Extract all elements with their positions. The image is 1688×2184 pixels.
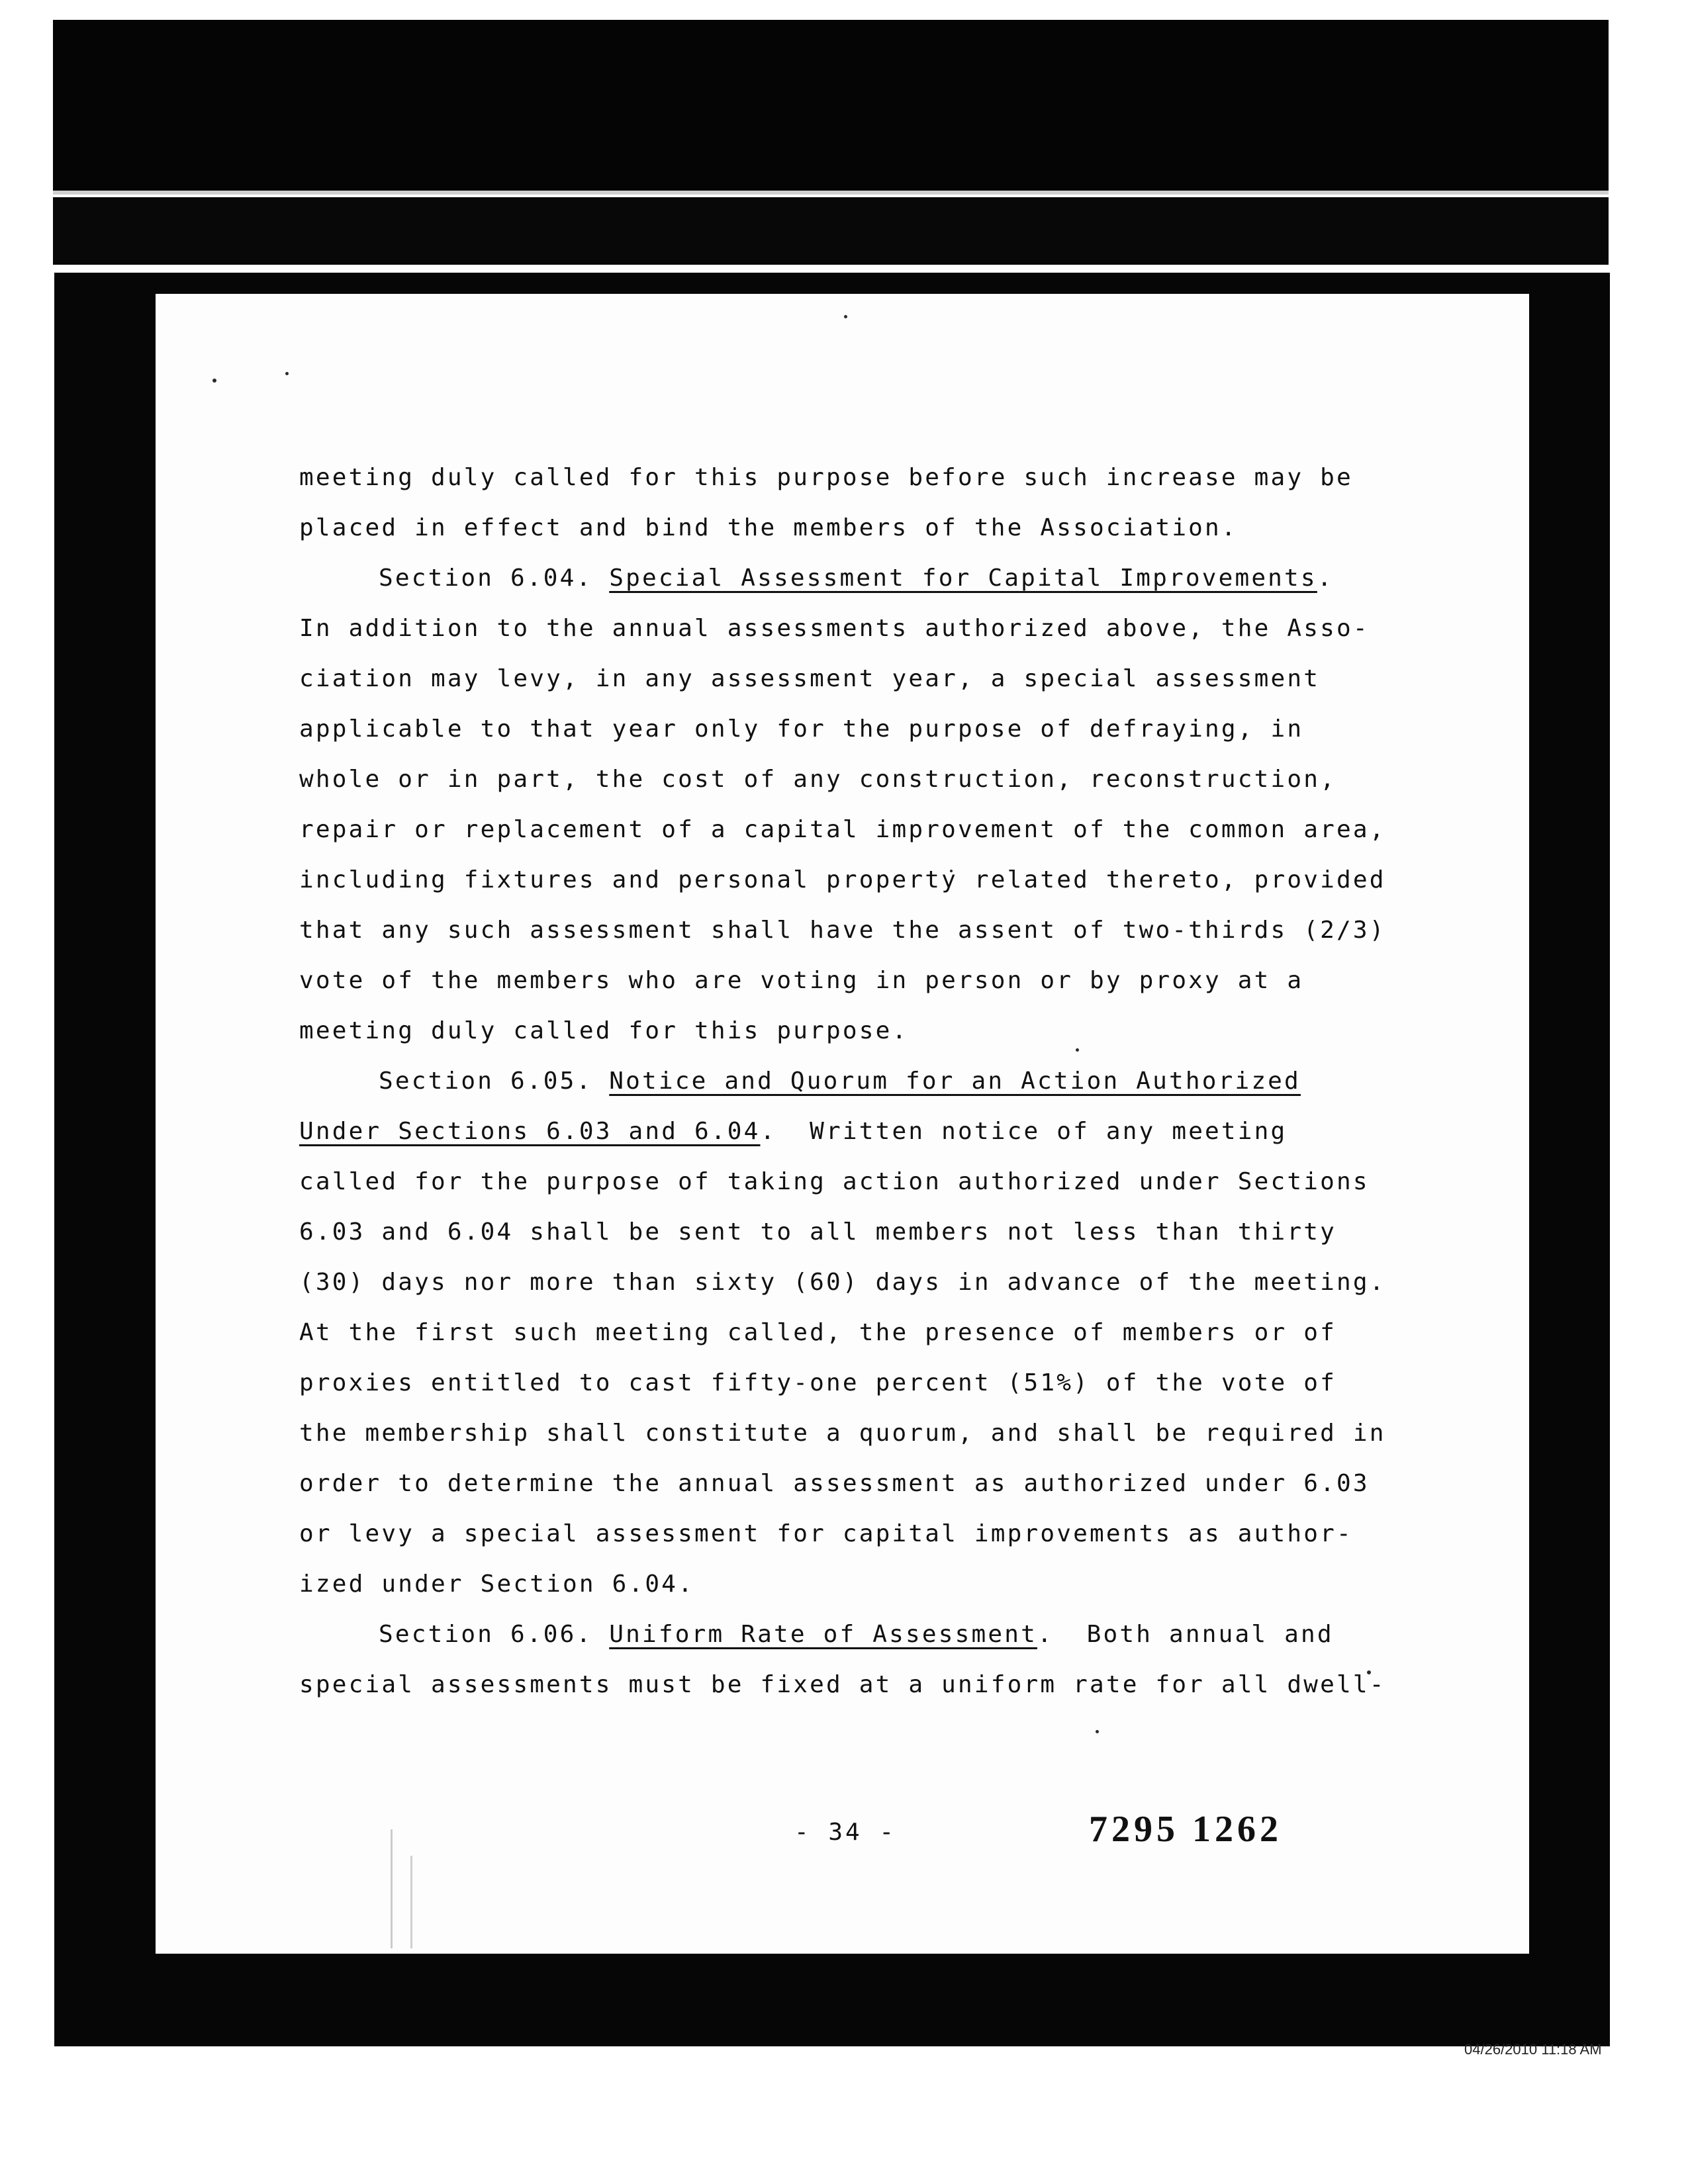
section-text: . Written notice of any meeting (760, 1118, 1288, 1145)
section-text: . Both annual and (1037, 1621, 1334, 1648)
scan-scratch (391, 1829, 393, 1948)
section-number: Section 6.04. (379, 565, 610, 592)
body-line-5: ciation may levy, in any assessment year, a special assessment (299, 665, 1321, 692)
body-line-1: meeting duly called for this purpose before such increase may be (299, 464, 1353, 491)
body-line-22: or levy a special assessment for capital improvements as author- (299, 1520, 1353, 1547)
scan-speck (1076, 1048, 1079, 1052)
section-6-04-heading (299, 564, 1334, 593)
body-line-7: whole or in part, the cost of any construction, reconstruction, (299, 766, 1337, 793)
scan-gap (53, 265, 1609, 273)
body-line-8: repair or replacement of a capital improvement of the common area, (299, 816, 1386, 843)
section-title: Special Assessment for Capital Improvements (609, 565, 1317, 592)
body-line-23: ized under Section 6.04. (299, 1570, 694, 1598)
body-line-19: proxies entitled to cast fifty-one percent (51%) of the vote of (299, 1369, 1337, 1396)
body-line-10: that any such assessment shall have the assent of two-thirds (2/3) (299, 917, 1386, 944)
book-page-number: 7295 1262 (1089, 1809, 1282, 1850)
body-line-12: meeting duly called for this purpose. (299, 1017, 909, 1044)
section-6-05-heading (299, 1067, 1301, 1096)
body-line-6: applicable to that year only for the purpose of defraying, in (299, 715, 1304, 743)
scan-speck (1096, 1730, 1099, 1733)
body-line-25: special assessments must be fixed at a uniform rate for all dwell- (299, 1671, 1386, 1698)
body-line-4: In addition to the annual assessments authorized above, the Asso- (299, 615, 1370, 642)
section-number: Section 6.06. (379, 1621, 610, 1648)
section-title: Uniform Rate of Assessment (609, 1621, 1037, 1648)
section-6-06-heading (299, 1620, 1334, 1649)
body-line-2: placed in effect and bind the members of the Association. (299, 514, 1238, 541)
body-line-18: At the first such meeting called, the presence of members or of (299, 1319, 1337, 1346)
scan-border-top (53, 20, 1609, 192)
body-line-20: the membership shall constitute a quorum, and shall be required in (299, 1420, 1386, 1447)
section-title-period: . (1317, 565, 1334, 592)
body-line-11: vote of the members who are voting in person or by proxy at a (299, 967, 1304, 994)
section-title: Under Sections 6.03 and 6.04 (299, 1118, 761, 1145)
body-line-17: (30) days nor more than sixty (60) days in advance of the meeting. (299, 1269, 1386, 1296)
scan-scratch (410, 1856, 412, 1948)
body-line-15: called for the purpose of taking action authorized under Sections (299, 1168, 1370, 1195)
page-number: - 34 - (794, 1819, 897, 1846)
scan-border-line (53, 191, 1609, 195)
scan-speck (285, 372, 289, 375)
section-6-05-heading-continued (299, 1117, 1287, 1146)
body-line-16: 6.03 and 6.04 shall be sent to all members not less than thirty (299, 1218, 1337, 1246)
body-line-21: order to determine the annual assessment as authorized under 6.03 (299, 1470, 1370, 1497)
section-title: Notice and Quorum for an Action Authorized (609, 1068, 1301, 1095)
scan-border-middle (53, 197, 1609, 265)
scan-speck (212, 379, 216, 383)
body-line-9: including fixtures and personal property related thereto, provided (299, 866, 1386, 893)
section-number: Section 6.05. (379, 1068, 610, 1095)
scan-timestamp: 04/26/2010 11:18 AM (1464, 2041, 1602, 2058)
scan-speck (844, 315, 847, 318)
